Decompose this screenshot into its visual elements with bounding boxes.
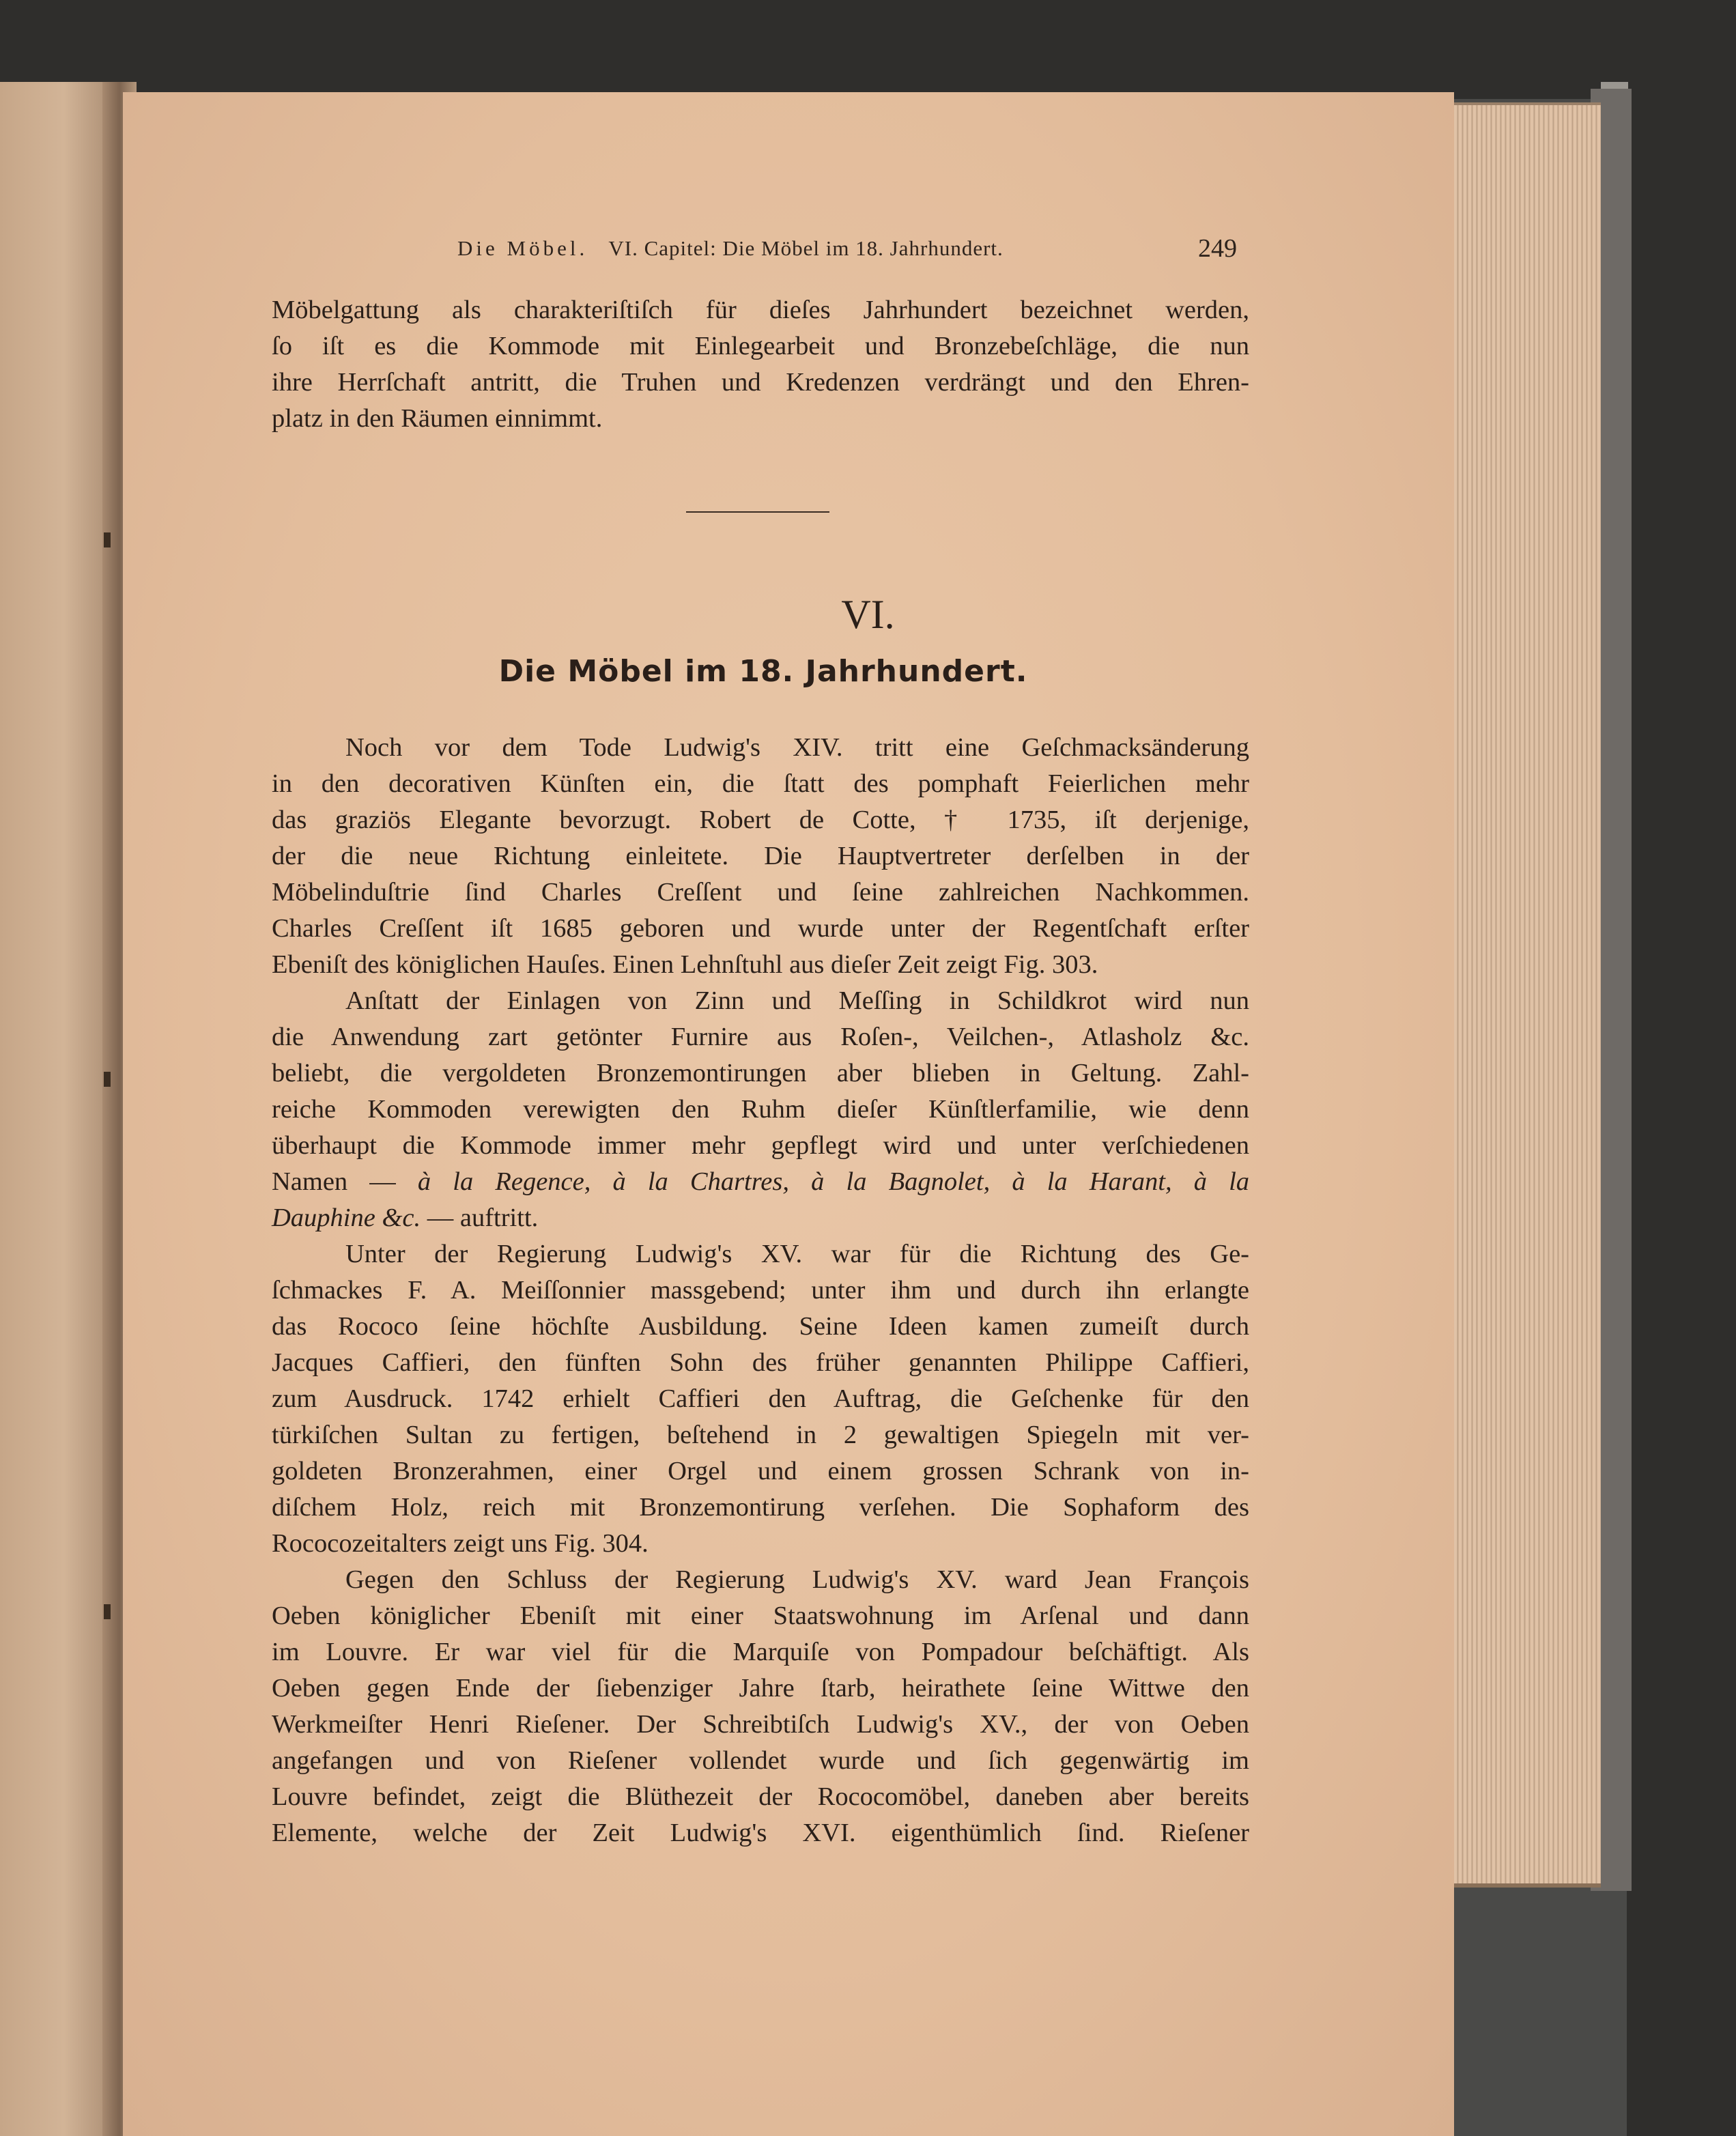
text-line: ihre Herrſchaft antritt, die Truhen und Kredenzen verdrängt und den Ehren- <box>272 368 1249 397</box>
running-head-title: Die Möbel. <box>457 236 588 260</box>
text-line: Noch vor dem Tode Ludwig's XIV. tritt eine Geſchmacksänderung <box>345 733 1249 762</box>
style-name: à la Bagnolet, <box>811 1167 991 1196</box>
text-line: ſo iſt es die Kommode mit Einlegearbeit und Bronzebeſchläge, die nun <box>272 332 1249 360</box>
text-line: Unter der Regierung Ludwig's XV. war für die Richtung des Ge- <box>345 1240 1249 1268</box>
running-head-chapter: VI. Capitel: Die Möbel im 18. Jahrhundert. <box>608 236 1004 260</box>
text-line: Möbelinduſtrie ſind Charles Creſſent und ſeine zahlreichen Nachkommen. <box>272 878 1249 907</box>
chapter-number: VI. <box>841 592 895 637</box>
text-line: ſchmackes F. A. Meiſſonnier massgebend; unter ihm und durch ihn erlangte <box>272 1276 1249 1305</box>
text-line: goldeten Bronzerahmen, einer Orgel und einem grossen Schrank von in- <box>272 1457 1249 1485</box>
text-line-styles <box>272 1164 1249 1199</box>
text-line: türkiſchen Sultan zu fertigen, beſtehend in 2 gewaltigen Spiegeln mit ver- <box>272 1421 1249 1449</box>
text-line: beliebt, die vergoldeten Bronzemontirungen aber blieben in Geltung. Zahl- <box>272 1059 1249 1087</box>
text-line: im Louvre. Er war viel für die Marquiſe von Pompadour beſchäftigt. Als <box>272 1638 1249 1666</box>
text-line: Ebeniſt des königlichen Hauſes. Einen Lehnſtuhl aus dieſer Zeit zeigt Fig. 303. <box>272 950 1098 979</box>
text-line: diſchem Holz, reich mit Bronzemontirung verſehen. Die Sophaform des <box>272 1493 1249 1522</box>
page-stack-edges <box>1454 102 1601 1888</box>
style-name: Dauphine &c. <box>272 1204 421 1232</box>
text-line: Rococozeitalters zeigt uns Fig. 304. <box>272 1529 649 1558</box>
styles-end: — auftritt. <box>427 1204 539 1232</box>
style-name: à la Chartres, <box>612 1167 790 1196</box>
text-line: Gegen den Schluss der Regierung Ludwig's XV. ward Jean François <box>345 1565 1249 1594</box>
text-line: der die neue Richtung einleitete. Die Hauptvertreter derſelben in der <box>272 842 1249 870</box>
text-line: Anſtatt der Einlagen von Zinn und Meſſing in Schildkrot wird nun <box>345 986 1249 1015</box>
text-line: Charles Creſſent iſt 1685 geboren und wurde unter der Regentſchaft erſter <box>272 914 1249 943</box>
text-line: Elemente, welche der Zeit Ludwig's XVI. eigenthümlich ſind. Rieſener <box>272 1819 1249 1847</box>
margin-mark <box>104 1072 111 1087</box>
text-line: Jacques Caffieri, den fünften Sohn des früher genannten Philippe Caffieri, <box>272 1348 1249 1377</box>
text-line: Louvre befindet, zeigt die Blüthezeit der Rococomöbel, daneben aber bereits <box>272 1782 1249 1811</box>
text-line: das Rococo ſeine höchſte Ausbildung. Seine Ideen kamen zumeiſt durch <box>272 1312 1249 1341</box>
text-line: das graziös Elegante bevorzugt. Robert de Cotte, † 1735, iſt derjenige, <box>272 806 1249 834</box>
style-name: à la Harant, <box>1012 1167 1172 1196</box>
text-line: Oeben königlicher Ebeniſt mit einer Staatswohnung im Arſenal und dann <box>272 1601 1249 1630</box>
margin-mark <box>104 532 111 547</box>
text-line: platz in den Räumen einnimmt. <box>272 404 603 433</box>
page-number: 249 <box>1198 234 1237 263</box>
text-line: angefangen und von Rieſener vollendet wurde und ſich gegenwärtig im <box>272 1746 1249 1775</box>
text-line: die Anwendung zart getönter Furnire aus Roſen-, Veilchen-, Atlasholz &c. <box>272 1023 1249 1051</box>
text-line: Möbelgattung als charakteriſtiſch für dieſes Jahrhundert bezeichnet werden, <box>272 296 1249 324</box>
margin-mark <box>104 1604 111 1619</box>
chapter-title: Die Möbel im 18. Jahrhundert. <box>498 654 1028 689</box>
running-head <box>457 236 1277 268</box>
styles-lead: Namen — <box>272 1167 396 1196</box>
text-line: überhaupt die Kommode immer mehr gepflegt wird und unter verſchiedenen <box>272 1131 1249 1160</box>
text-line: zum Ausdruck. 1742 erhielt Caffieri den Auftrag, die Geſchenke für den <box>272 1384 1249 1413</box>
style-name: à la <box>1193 1167 1250 1196</box>
text-line: reiche Kommoden verewigten den Ruhm dieſer Künſtlerfamilie, wie denn <box>272 1095 1249 1124</box>
text-line: Werkmeiſter Henri Rieſener. Der Schreibtiſch Ludwig's XV., der von Oeben <box>272 1710 1249 1739</box>
previous-page-edge <box>0 82 116 2136</box>
text-line: in den decorativen Künſten ein, die ſtatt des pomphaft Feierlichen mehr <box>272 769 1249 798</box>
style-name: à la Regence, <box>417 1167 591 1196</box>
text-line-styles-end <box>272 1200 1249 1236</box>
text-line: Oeben gegen Ende der ſiebenziger Jahre ſtarb, heirathete ſeine Wittwe den <box>272 1674 1249 1703</box>
section-divider <box>686 511 829 513</box>
